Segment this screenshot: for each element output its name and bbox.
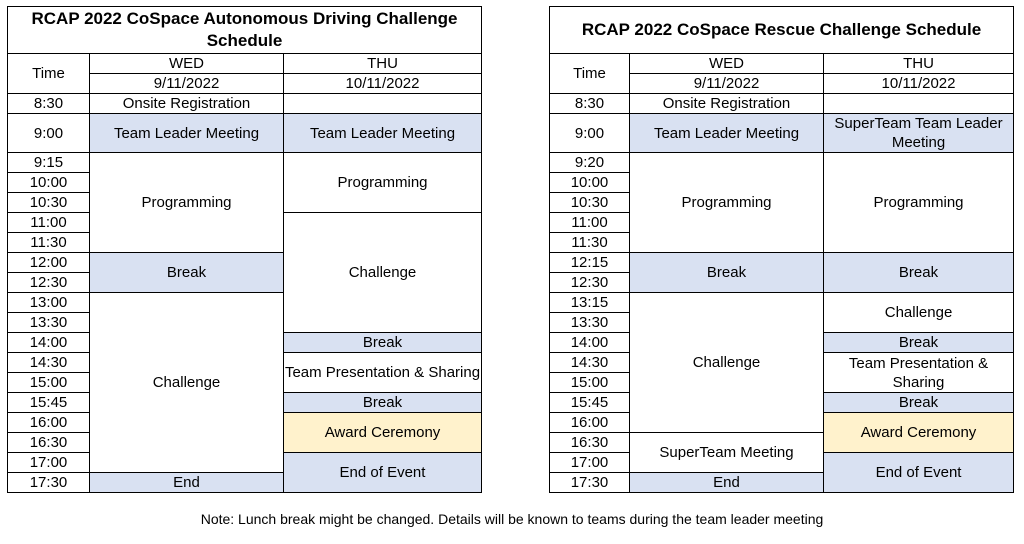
autonomous-driving-schedule-table — [7, 6, 482, 493]
thu-end-of-event: End of Event — [824, 453, 1014, 493]
thu-programming: Programming — [824, 153, 1014, 253]
time-cell: 13:15 — [550, 293, 630, 313]
wed-programming: Programming — [90, 153, 284, 253]
day-header-wed: WED — [630, 54, 824, 74]
thu-end-of-event: End of Event — [284, 453, 482, 493]
time-cell: 17:30 — [8, 473, 90, 493]
wed-registration: Onsite Registration — [90, 94, 284, 114]
time-cell: 14:30 — [550, 353, 630, 373]
wed-break: Break — [630, 253, 824, 293]
time-cell: 14:30 — [8, 353, 90, 373]
day-header-wed: WED — [90, 54, 284, 74]
thu-break: Break — [284, 333, 482, 353]
thu-break: Break — [284, 393, 482, 413]
time-cell: 17:00 — [8, 453, 90, 473]
wed-challenge: Challenge — [630, 293, 824, 433]
time-cell: 16:30 — [550, 433, 630, 453]
thu-challenge: Challenge — [284, 213, 482, 333]
time-cell: 13:00 — [8, 293, 90, 313]
time-cell: 15:00 — [550, 373, 630, 393]
thu-empty — [284, 94, 482, 114]
thu-break: Break — [824, 253, 1014, 293]
thu-programming: Programming — [284, 153, 482, 213]
thu-award-ceremony: Award Ceremony — [824, 413, 1014, 453]
date-thu: 10/11/2022 — [284, 74, 482, 94]
thu-superteam-leader-meeting: SuperTeam Team Leader Meeting — [824, 114, 1014, 153]
time-cell: 15:45 — [8, 393, 90, 413]
date-wed: 9/11/2022 — [90, 74, 284, 94]
time-cell: 10:00 — [550, 173, 630, 193]
time-header: Time — [8, 54, 90, 94]
time-cell: 11:00 — [8, 213, 90, 233]
footnote: Note: Lunch break might be changed. Details will be known to teams during the team leader meeting — [200, 511, 824, 527]
date-wed: 9/11/2022 — [630, 74, 824, 94]
wed-team-leader-meeting: Team Leader Meeting — [630, 114, 824, 153]
time-cell: 16:30 — [8, 433, 90, 453]
rescue-schedule-table — [549, 6, 1014, 493]
time-cell: 14:00 — [8, 333, 90, 353]
time-cell: 10:30 — [550, 193, 630, 213]
time-cell: 13:30 — [550, 313, 630, 333]
thu-team-leader-meeting: Team Leader Meeting — [284, 114, 482, 153]
thu-team-presentation: Team Presentation & Sharing — [824, 353, 1014, 393]
schedule-title: RCAP 2022 CoSpace Rescue Challenge Schedule — [550, 7, 1014, 54]
time-cell: 9:00 — [550, 114, 630, 153]
day-header-thu: THU — [824, 54, 1014, 74]
time-cell: 17:30 — [550, 473, 630, 493]
wed-challenge: Challenge — [90, 293, 284, 473]
time-cell: 17:00 — [550, 453, 630, 473]
time-cell: 14:00 — [550, 333, 630, 353]
time-cell: 10:30 — [8, 193, 90, 213]
thu-break: Break — [824, 393, 1014, 413]
wed-programming: Programming — [630, 153, 824, 253]
wed-break: Break — [90, 253, 284, 293]
time-cell: 9:20 — [550, 153, 630, 173]
wed-end: End — [630, 473, 824, 493]
time-cell: 13:30 — [8, 313, 90, 333]
time-cell: 12:30 — [550, 273, 630, 293]
thu-break: Break — [824, 333, 1014, 353]
time-cell: 11:30 — [8, 233, 90, 253]
time-cell: 11:00 — [550, 213, 630, 233]
time-cell: 15:00 — [8, 373, 90, 393]
thu-team-presentation: Team Presentation & Sharing — [284, 353, 482, 393]
time-cell: 11:30 — [550, 233, 630, 253]
time-cell: 16:00 — [550, 413, 630, 433]
time-cell: 15:45 — [550, 393, 630, 413]
thu-empty — [824, 94, 1014, 114]
date-thu: 10/11/2022 — [824, 74, 1014, 94]
wed-registration: Onsite Registration — [630, 94, 824, 114]
time-cell: 16:00 — [8, 413, 90, 433]
time-cell: 12:15 — [550, 253, 630, 273]
wed-superteam-meeting: SuperTeam Meeting — [630, 433, 824, 473]
time-cell: 12:00 — [8, 253, 90, 273]
time-cell: 8:30 — [8, 94, 90, 114]
wed-end: End — [90, 473, 284, 493]
schedule-title: RCAP 2022 CoSpace Autonomous Driving Challenge Schedule — [8, 7, 482, 54]
time-cell: 10:00 — [8, 173, 90, 193]
time-header: Time — [550, 54, 630, 94]
time-cell: 12:30 — [8, 273, 90, 293]
wed-team-leader-meeting: Team Leader Meeting — [90, 114, 284, 153]
thu-challenge: Challenge — [824, 293, 1014, 333]
thu-award-ceremony: Award Ceremony — [284, 413, 482, 453]
time-cell: 8:30 — [550, 94, 630, 114]
time-cell: 9:00 — [8, 114, 90, 153]
day-header-thu: THU — [284, 54, 482, 74]
time-cell: 9:15 — [8, 153, 90, 173]
